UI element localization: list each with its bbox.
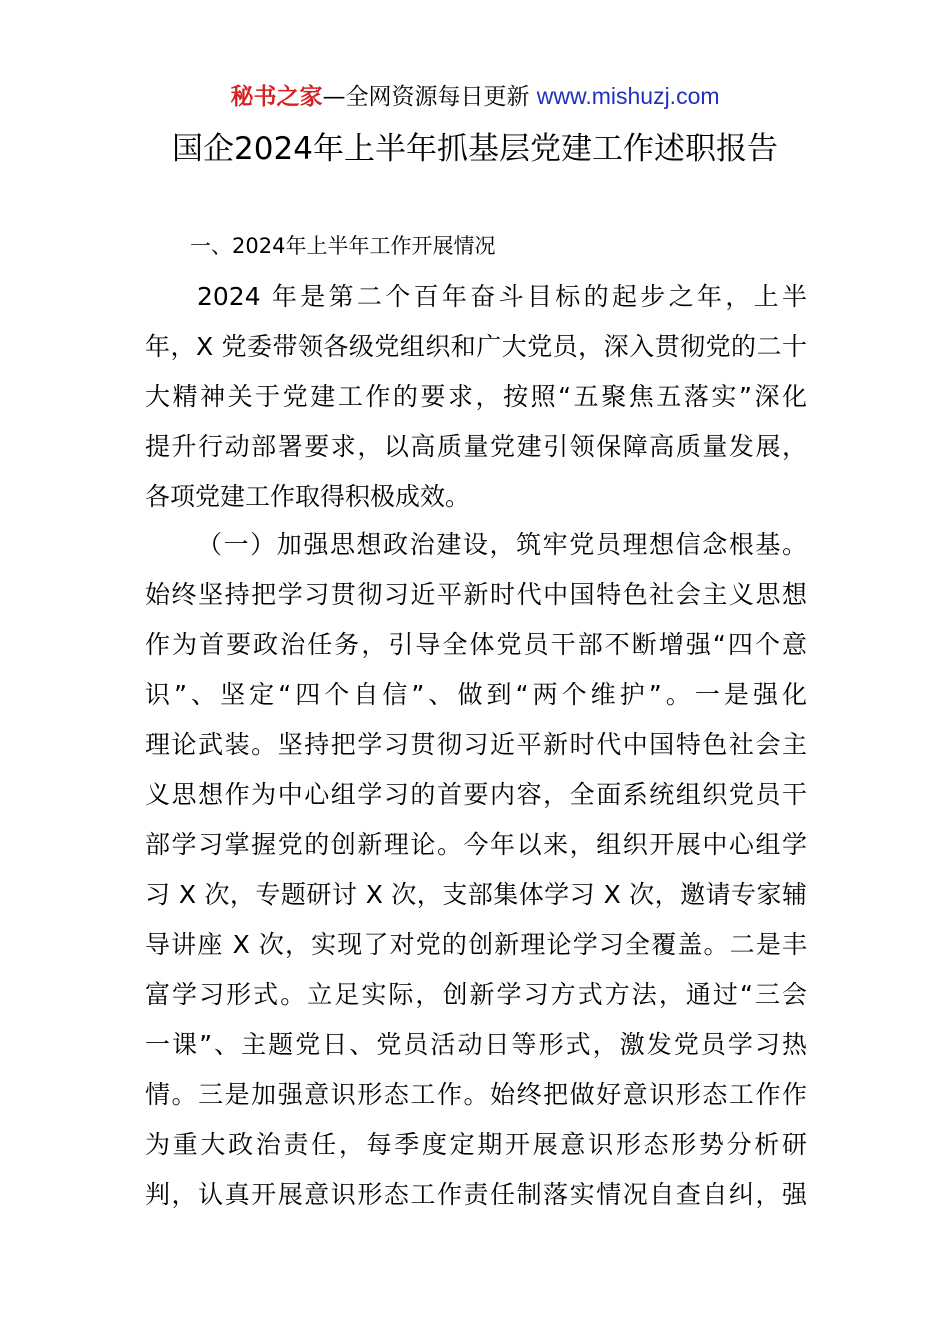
site-header (0, 80, 950, 113)
paragraph-line: 始终坚持把学习贯彻习近平新时代中国特色社会主义思想 (145, 580, 807, 609)
paragraph-line: 富学习形式。立足实际，创新学习方式方法，通过“三会 (145, 980, 807, 1009)
paragraph-line: 部学习掌握党的创新理论。今年以来，组织开展中心组学 (145, 830, 807, 859)
header-tagline: —全网资源每日更新 (322, 84, 530, 110)
site-url-link[interactable]: www.mishuzj.com (536, 83, 720, 109)
paragraph-line: 义思想作为中心组学习的首要内容，全面系统组织党员干 (145, 780, 807, 809)
paragraph-line: 情。三是加强意识形态工作。始终把做好意识形态工作作 (145, 1080, 807, 1109)
paragraph-line: 各项党建工作取得积极成效。 (145, 482, 471, 511)
paragraph-line: 导讲座 X 次，实现了对党的创新理论学习全覆盖。二是丰 (145, 930, 807, 959)
paragraph-line: 大精神关于党建工作的要求，按照“五聚焦五落实”深化 (145, 382, 807, 411)
paragraph-line: 2024 年是第二个百年奋斗目标的起步之年，上半 (197, 282, 807, 311)
paragraph-intro (145, 272, 807, 522)
brand-name: 秘书之家 (230, 84, 323, 110)
paragraph-line: 提升行动部署要求，以高质量党建引领保障高质量发展， (145, 432, 807, 461)
paragraph-ideology (145, 520, 807, 1220)
document-title: 国企2024年上半年抓基层党建工作述职报告 (172, 131, 778, 167)
paragraph-line: （一）加强思想政治建设，筑牢党员理想信念根基。 (197, 530, 807, 559)
paragraph-line: 年，X 党委带领各级党组织和广大党员，深入贯彻党的二十 (145, 332, 807, 361)
paragraph-line: 一课”、主题党日、党员活动日等形式，激发党员学习热 (145, 1030, 807, 1059)
paragraph-line: 理论武装。坚持把学习贯彻习近平新时代中国特色社会主 (145, 730, 807, 759)
section-heading: 一、2024年上半年工作开展情况 (190, 234, 496, 258)
paragraph-line: 判，认真开展意识形态工作责任制落实情况自查自纠，强 (145, 1180, 807, 1209)
paragraph-line: 作为首要政治任务，引导全体党员干部不断增强“四个意 (145, 630, 807, 659)
paragraph-line: 习 X 次，专题研讨 X 次，支部集体学习 X 次，邀请专家辅 (145, 880, 807, 909)
paragraph-line: 识”、坚定“四个自信”、做到“两个维护”。一是强化 (145, 680, 807, 709)
paragraph-line: 为重大政治责任，每季度定期开展意识形态形势分析研 (145, 1130, 807, 1159)
